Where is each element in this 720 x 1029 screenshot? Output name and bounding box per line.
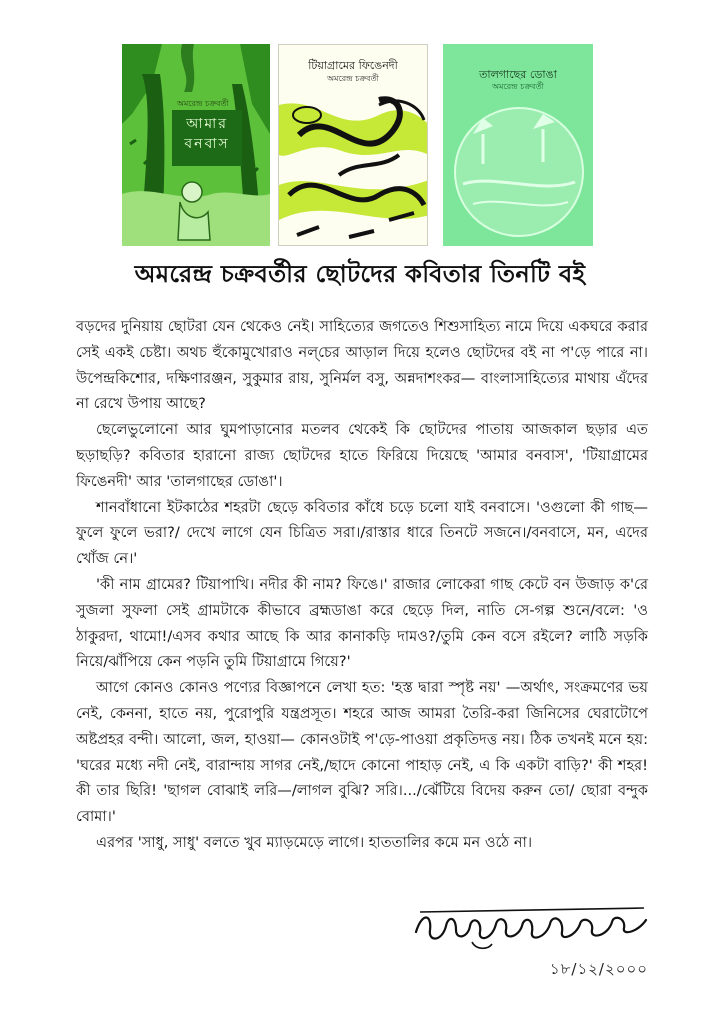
cover-title: তালগাছের ডোঙা xyxy=(479,68,557,81)
paragraph: 'কী নাম গ্রামের? টিয়াপাখি। নদীর কী নাম? ফিঙে।' রাজার লোকেরা গাছ কেটে বন উজাড় ক'রে সুজলা সুফলা সেই গ্রামটাকে কীভাবে ব্রহ্মডাঙা করে ছেড়ে দিল, নাতি সে-গল্প শুনে/বলে: 'ও ঠাকুরদা, থামো!/এসব কথার আছে কি আর কানাকড়ি দামও?/তুমি কেন বসে রইলে? লাঠি সড়কি নিয়ে/ঝাঁপিয়ে কেন পড়নি তুমি টিয়াগ্রামে গিয়ে?' xyxy=(76,575,648,671)
paragraph: ছেলেভুলোনো আর ঘুমপাড়ানোর মতলব থেকেই কি ছোটদের পাতায় আজকাল ছড়ার এত ছড়াছড়ি? কবিতার হারানো রাজ্য ছোটদের হাতে ফিরিয়ে দিয়েছে 'আমার বনবাস', 'টিয়াগ্রামের ফিঙেনদী' আর 'তালগাছের ডোঙা'। xyxy=(76,421,648,490)
cover-author: অমরেন্দ্র চক্রবর্তী xyxy=(327,74,379,83)
paragraph: আগে কোনও কোনও পণ্যের বিজ্ঞাপনে লেখা হত: 'হস্ত দ্বারা স্পৃষ্ট নয়' —অর্থাৎ, সংক্রমণের ভয় নেই, কেননা, হাতে নয়, পুরোপুরি যন্ত্রপ্রসূত। শহরে আজ আমরা তৈরি-করা জিনিসের ঘেরাটোপে অষ্টপ্রহর বন্দী। আলো, জল, হাওয়া— কোনওটাই প'ড়ে-পাওয়া প্রকৃতিদত্ত নয়। ঠিক তখনই মনে হয়: 'ঘরের মধ্যে নদী নেই, বারান্দায় সাগর নেই,/ছাদে কোনো পাহাড় নেই, এ কি একটা বাড়ি?' কী শহর! কী তার ছিরি! 'ছাগল বোঝাই লরি—/লাগল বুঝি? সরি।.../ঝেঁটিয়ে বিদেয় করুন তো/ ছোরা বন্দুক বোমা।' xyxy=(76,679,648,826)
cover-author: অমরেন্দ্র চক্রবর্তী xyxy=(492,82,544,91)
cover-title: টিয়াগ্রামের ফিঙেনদী xyxy=(308,59,398,72)
cover-tiagramer-fingenodi xyxy=(278,44,428,246)
paragraph: শানবাঁধানো ইটকাঠের শহরটা ছেড়ে কবিতার কাঁধে চড়ে চলো যাই বনবাসে। 'ওগুলো কী গাছ— ফুলে ফুলে ভরা?/ দেখে লাগে যেন চিত্রিত সরা।/রাস্তার ধারে তিনটে সজনে।/বনবাসে, মন, এদের খোঁজ নে।' xyxy=(76,498,648,568)
article-body xyxy=(76,314,648,856)
cover-author: অমরেন্দ্র চক্রবর্তী xyxy=(177,99,229,108)
cover-amar-bonobash xyxy=(122,44,270,246)
cover-title-line: আমার xyxy=(186,116,228,132)
book-covers xyxy=(0,44,720,246)
paragraph: এরপর 'সাধু, সাধু' বলতে খুব ম্যাড়মেড়ে লাগে। হাততালির কমে মন ওঠে না। xyxy=(96,833,533,851)
page-heading: অমরেন্দ্র চক্রবর্তীর ছোটদের কবিতার তিনটি বই xyxy=(134,260,586,288)
cover-title-box xyxy=(172,110,242,166)
cover-title-line: বনবাস xyxy=(184,136,230,152)
cover-talgacher-donga xyxy=(443,44,593,246)
paragraph: বড়দের দুনিয়ায় ছোটরা যেন থেকেও নেই। সাহিত্যের জগতেও শিশুসাহিত্য নামে দিয়ে একঘরে করার সেই একই চেষ্টা। অথচ হুঁকোমুখোরাও নল্‌চের আড়াল দিয়ে হলেও ছোটদের বই না প'ড়ে পারে না। উপেন্দ্রকিশোর, দক্ষিণারঞ্জন, সুকুমার রায়, সুনির্মল বসু, অন্নদাশংকর— বাংলাসাহিত্যের মাথায় এঁদের না রেখে উপায় আছে? xyxy=(76,318,648,413)
handwritten-signature xyxy=(412,902,652,952)
date: ১৮/১২/২০০০ xyxy=(549,960,648,978)
